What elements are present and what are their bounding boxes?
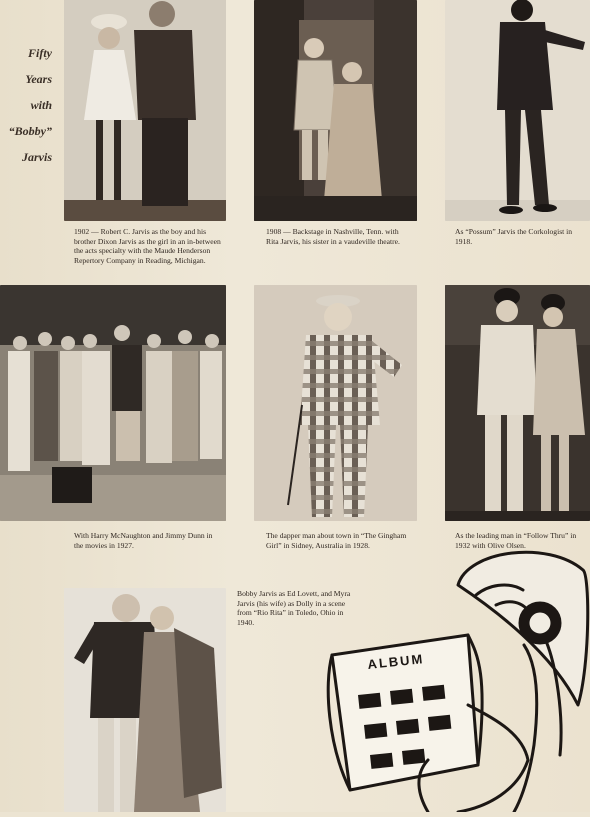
caption-photo-2: 1908 — Backstage in Nashville, Tenn. with Rita Jarvis, his sister in a vaudeville theatre. [266, 227, 400, 246]
album-illustration [318, 545, 590, 812]
photo-gingham-girl [254, 285, 417, 521]
photo-follow-thru [445, 285, 590, 521]
title-line: Fifty [28, 46, 52, 60]
caption-photo-7: Bobby Jarvis as Ed Lovett, and Myra Jarvis (his wife) as Dolly in a scene from “Rio Rita” in Toledo, Ohio in 1940. [237, 589, 351, 627]
caption-photo-4: With Harry McNaughton and Jimmy Dunn in the movies in 1927. [74, 531, 213, 550]
title-line: Jarvis [22, 150, 52, 164]
title-line: with [30, 98, 52, 112]
caption-photo-6: As the leading man in “Follow Thru” in 1932 with Olive Olsen. [455, 531, 577, 550]
photo-possum-jarvis [445, 0, 590, 221]
caption-photo-1: 1902 — Robert C. Jarvis as the boy and his brother Dixon Jarvis as the girl in an in-between the acts specialty with the Maude Henderson Repertory Company in Reading, Michigan. [74, 227, 221, 265]
title-line: “Bobby” [8, 124, 52, 138]
album-label: ALBUM [366, 651, 425, 672]
title-line: Years [25, 72, 52, 86]
photo-1902-boy-and-girl [64, 0, 226, 221]
photo-1908-backstage [254, 0, 417, 221]
photo-rio-rita [64, 588, 226, 812]
page-title [0, 40, 52, 170]
photo-1927-movies-group [0, 285, 226, 521]
caption-photo-3: As “Possum” Jarvis the Corkologist in 1918. [455, 227, 573, 246]
caption-photo-5: The dapper man about town in “The Gingham Girl” in Sidney, Australia in 1928. [266, 531, 407, 550]
